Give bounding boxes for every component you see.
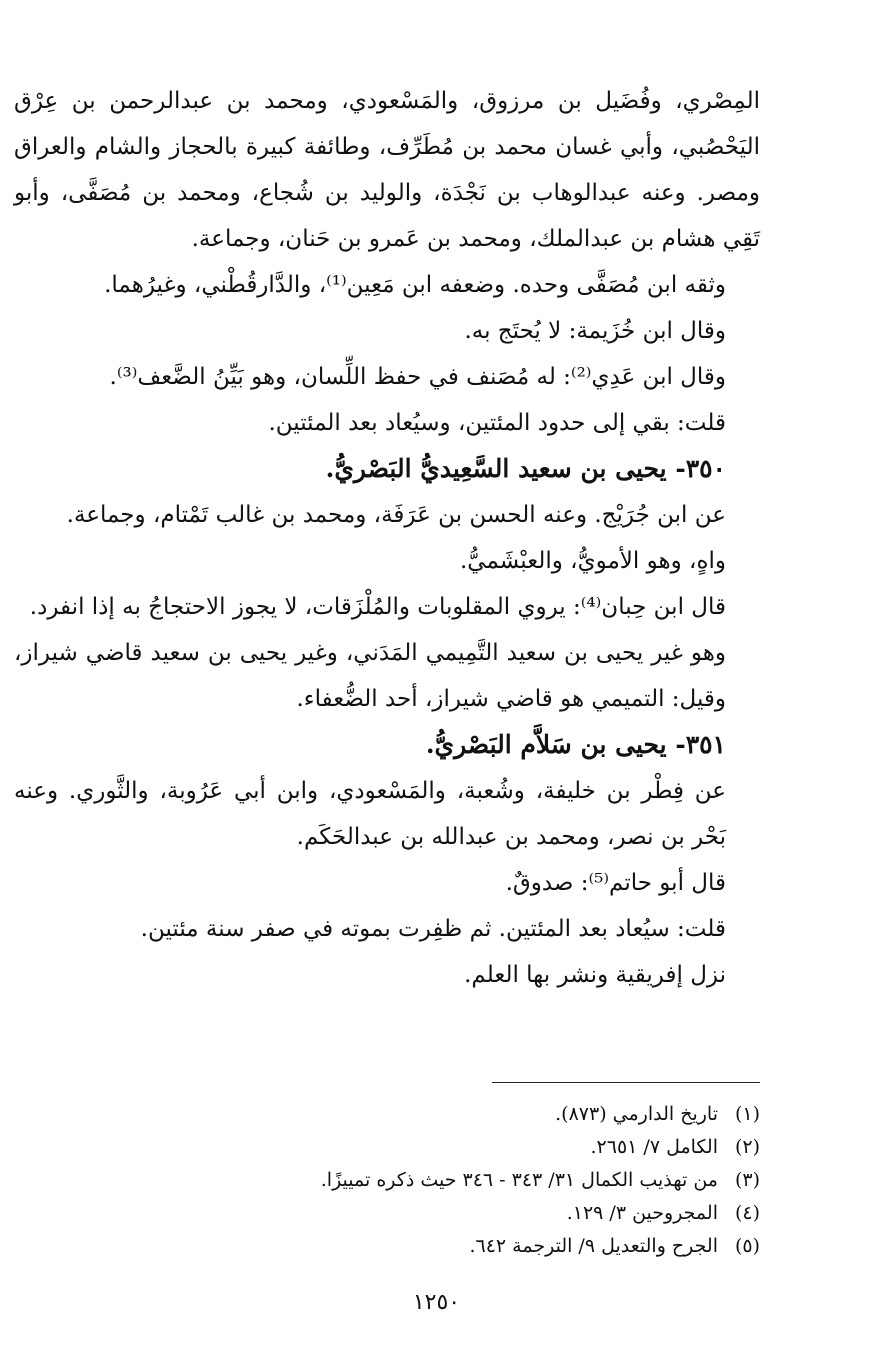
paragraph: عن ابن جُرَيْج. وعنه الحسن بن عَرَفَة، ومحمد بن غالب تَمْتام، وجماعة. bbox=[66, 502, 726, 528]
footnote-separator bbox=[492, 1082, 760, 1083]
paragraph: واهٍ، وهو الأمويُّ، والعبْشَميُّ. bbox=[460, 548, 726, 574]
footnote bbox=[60, 1098, 760, 1131]
footnote-text: المجروحين ٣/ ١٢٩. bbox=[566, 1202, 718, 1224]
entry-heading-350: ٣٥٠- يحيى بن سعيد السَّعِيديُّ البَصْريُّ. bbox=[325, 454, 726, 483]
paragraph: وقال ابن عَدِي⁽²⁾: له مُصَنف في حفظ اللِّسان، وهو بَيِّنُ الضَّعف⁽³⁾. bbox=[109, 364, 726, 390]
page-number: ١٢٥٠ bbox=[412, 1290, 461, 1315]
footnote-number: (٥) bbox=[734, 1235, 760, 1257]
footnotes bbox=[60, 1098, 760, 1263]
paragraph: قلت: بقي إلى حدود المئتين، وسيُعاد بعد المئتين. bbox=[268, 410, 726, 436]
footnote bbox=[60, 1164, 760, 1197]
footnote-number: (٢) bbox=[734, 1136, 760, 1158]
footnote-text: من تهذيب الكمال ٣١/ ٣٤٣ - ٣٤٦ حيث ذكره تمييزًا. bbox=[320, 1169, 718, 1191]
footnote-text: الكامل ٧/ ٢٦٥١. bbox=[590, 1136, 718, 1158]
paragraph: وهو غير يحيى بن سعيد التَّمِيمي المَدَني، وغير يحيى بن سعيد قاضي شيراز، وقيل: التميمي هو قاضي شيراز، أحد الضُّعفاء. bbox=[14, 640, 726, 712]
footnote-number: (٣) bbox=[734, 1169, 760, 1191]
paragraph: قلت: سيُعاد بعد المئتين. ثم ظفِرت بموته في صفر سنة مئتين. bbox=[140, 916, 726, 942]
paragraph: قال ابن حِبان⁽⁴⁾: يروي المقلوبات والمُلْزَقات، لا يجوز الاحتجاجُ به إذا انفرد. bbox=[29, 594, 726, 620]
paragraph: وثقه ابن مُصَفَّى وحده. وضعفه ابن مَعِين⁽¹⁾، والدَّارقُطْني، وغيرُهما. bbox=[104, 272, 726, 298]
paragraph: قال أبو حاتم⁽⁵⁾: صدوقٌ. bbox=[505, 870, 726, 896]
footnote-number: (٤) bbox=[734, 1202, 760, 1224]
paragraph: المِصْري، وفُضَيل بن مرزوق، والمَسْعودي، ومحمد بن عبدالرحمن بن عِرْق اليَحْصُبي، وأبي غسان محمد بن مُطَرِّف، وطائفة كبيرة بالحجاز والشام والعراق ومصر. وعنه عبدالوهاب بن نَجْدَة، والوليد بن شُجاع، ومحمد بن مُصَفَّى، وأبو تَقِي هشام بن عبدالملك، ومحمد بن عَمرو بن حَنان، وجماعة. bbox=[14, 88, 760, 252]
entry-heading-351: ٣٥١- يحيى بن سَلاَّم البَصْريُّ. bbox=[425, 730, 726, 759]
footnote-number: (١) bbox=[734, 1103, 760, 1125]
paragraph: نزل إفريقية ونشر بها العلم. bbox=[464, 962, 726, 988]
footnote bbox=[60, 1131, 760, 1164]
main-text bbox=[14, 78, 760, 998]
footnote bbox=[60, 1230, 760, 1263]
footnote-text: الجرح والتعديل ٩/ الترجمة ٦٤٢. bbox=[469, 1235, 718, 1257]
footnote-text: تاريخ الدارمي (٨٧٣). bbox=[555, 1103, 718, 1125]
paragraph: عن فِطْر بن خليفة، وشُعبة، والمَسْعودي، وابن أبي عَرُوبة، والثَّوري. وعنه بَحْر بن نصر، ومحمد بن عبدالله بن عبدالحَكَم. bbox=[14, 778, 726, 850]
footnote bbox=[60, 1197, 760, 1230]
paragraph: وقال ابن خُزَيمة: لا يُحتَج به. bbox=[464, 318, 726, 344]
